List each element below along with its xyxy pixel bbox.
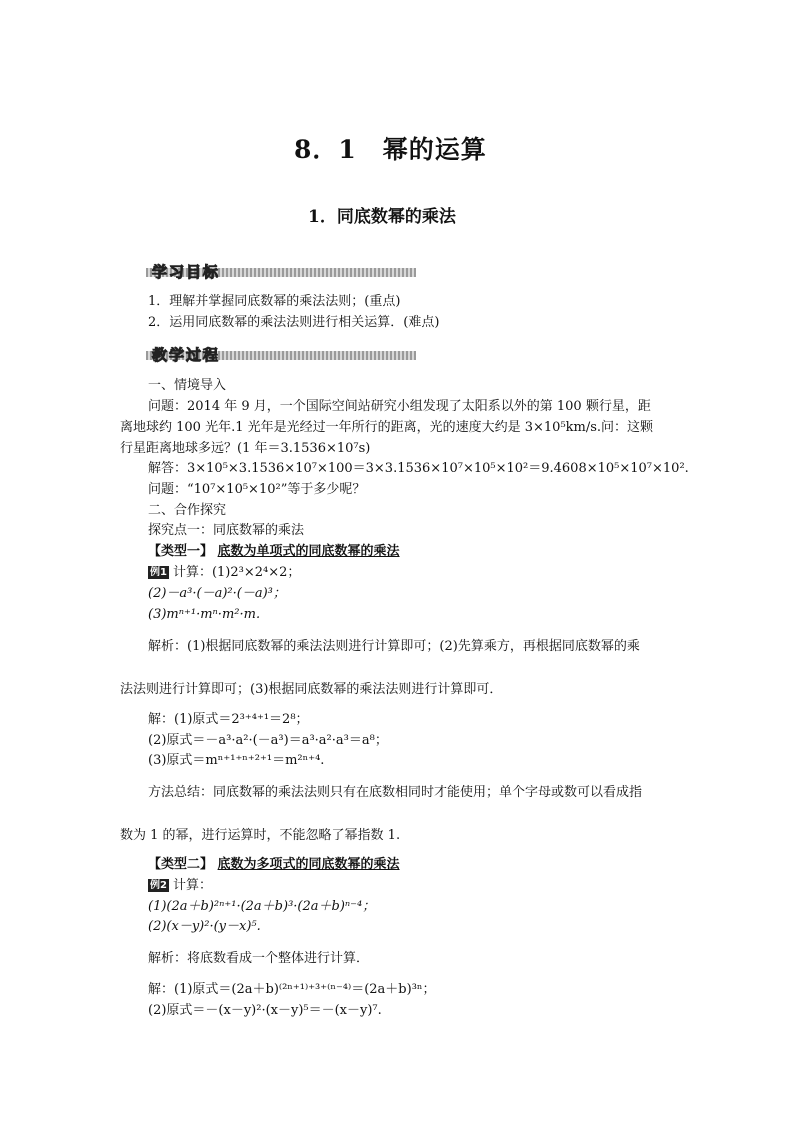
example2-prompt [148, 877, 212, 895]
type2-title: 底数为多项式的同底数幂的乘法 [217, 857, 400, 872]
example2-badge: 例2 [150, 880, 167, 891]
intro-heading: 一、情境导入 [148, 378, 227, 393]
example2-line1: 计算： [172, 878, 212, 893]
example2-analysis: 解析：将底数看成一个整体进行计算． [148, 951, 370, 966]
intro-problem-line1: 问题：2014 年 9 月，一个国际空间站研究小组发现了太阳系以外的第 100 颗行星，距 [148, 399, 651, 414]
section-subtitle: 1．同底数幂的乘法 [308, 207, 456, 227]
example1-line3: (3)mⁿ⁺¹·mⁿ·m²·m. [148, 607, 261, 622]
intro-answer: 解答：3×10⁵×3.1536×10⁷×100＝3×3.1536×10⁷×10⁵×10²＝9.4608×10⁵×10⁷×10². [148, 461, 689, 476]
objectives-banner [146, 262, 426, 282]
explore-heading: 二、合作探究 [148, 503, 227, 518]
objective-1: 1．理解并掌握同底数幂的乘法法则；(重点) [148, 294, 401, 309]
example1-badge: 例1 [150, 567, 167, 578]
example1-solution2: (2)原式＝－a³·a²·(－a³)＝a³·a²·a³＝a⁸； [148, 733, 388, 748]
example1-line2: (2)－a³·(－a)²·(－a)³； [148, 586, 286, 601]
intro-problem-line3: 行星距离地球多远？(1 年＝3.1536×10⁷s) [120, 441, 371, 456]
example1-analysis-line1: 解析：(1)根据同底数幂的乘法法则进行计算即可；(2)先算乘方，再根据同底数幂的乘 [148, 639, 640, 654]
type1-title: 底数为单项式的同底数幂的乘法 [217, 544, 400, 559]
example2-line3: (2)(x－y)²·(y－x)⁵. [148, 919, 261, 934]
page-title: 8．1 幂的运算 [294, 135, 487, 164]
example2-solution1: 解：(1)原式＝(2a＋b)⁽²ⁿ⁺¹⁾⁺³⁺⁽ⁿ⁻⁴⁾＝(2a＋b)³ⁿ； [148, 982, 436, 997]
process-banner [146, 345, 426, 365]
method-summary-line2: 数为 1 的幂，进行运算时，不能忽略了幂指数 1. [120, 828, 401, 843]
example1-prompt [148, 564, 300, 582]
example1-solution3: (3)原式＝mⁿ⁺¹⁺ⁿ⁺²⁺¹＝m²ⁿ⁺⁴. [148, 753, 325, 768]
example1-line1: 计算：(1)2³×2⁴×2； [172, 565, 301, 580]
example2-solution2: (2)原式＝－(x－y)²·(x－y)⁵＝－(x－y)⁷. [148, 1003, 382, 1018]
intro-problem-line2: 离地球约 100 光年.1 光年是光经过一年所行的距离，光的速度大约是 3×10⁵km/s.问：这颗 [120, 420, 654, 435]
process-banner-label: 教学过程 [152, 346, 221, 364]
type1-heading [148, 543, 400, 561]
objectives-banner-label: 学习目标 [152, 263, 221, 281]
explore-point1: 探究点一：同底数幂的乘法 [148, 523, 305, 538]
type1-label: 【类型一】 [148, 544, 214, 559]
example1-analysis-line2: 法法则进行计算即可；(3)根据同底数幂的乘法法则进行计算即可． [120, 682, 503, 697]
method-summary-line1: 方法总结：同底数幂的乘法法则只有在底数相同时才能使用；单个字母或数可以看成指 [148, 785, 643, 800]
example2-line2: (1)(2a＋b)²ⁿ⁺¹·(2a＋b)³·(2a＋b)ⁿ⁻⁴； [148, 899, 376, 914]
type2-heading [148, 856, 400, 874]
objective-2: 2．运用同底数幂的乘法法则进行相关运算．(难点) [148, 315, 440, 330]
type2-label: 【类型二】 [148, 857, 214, 872]
intro-question2: 问题：“10⁷×10⁵×10²”等于多少呢？ [148, 482, 366, 497]
example1-solution1: 解：(1)原式＝2³⁺⁴⁺¹＝2⁸； [148, 712, 309, 727]
